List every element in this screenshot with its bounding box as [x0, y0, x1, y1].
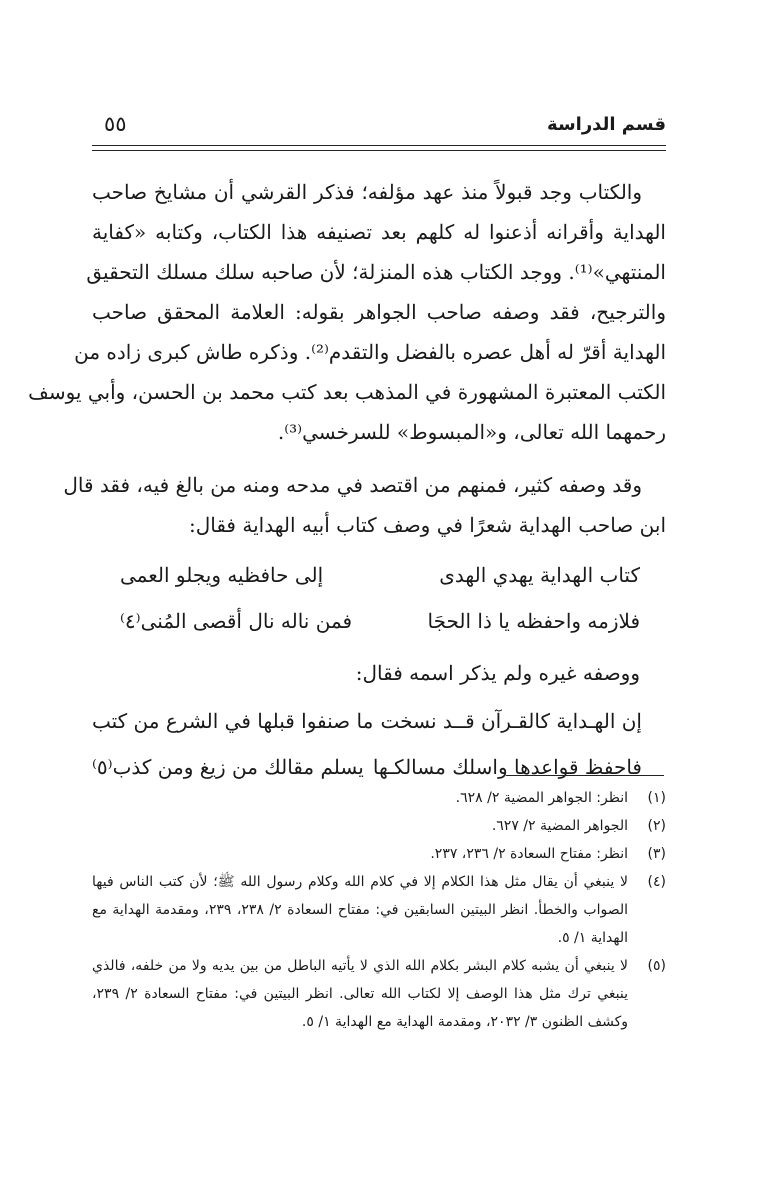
footnote-text: لا ينبغي أن يقال مثل هذا الكلام إلا في كلام الله وكلام رسول الله ﷺ؛ لأن كتب الناس فيها الصواب والخطأ. انظر البيتين السابقين في: مفتاح السعادة ٢/ ٢٣٨، ٢٣٩، ومقدمة الهداية مع الهداية ١/ ٥. [92, 874, 629, 946]
poem-verse [92, 703, 666, 749]
verse-first-hemistich: فاحفظ قواعدها واسلك مسالكـها [372, 755, 642, 779]
footnote-number: (١) [647, 790, 666, 806]
verse-first-hemistich: فلازمه واحفظه يا ذا الحجَا [427, 609, 640, 633]
text-line: ابن صاحب الهداية شعرًا في وصف كتاب أبيه الهداية فقال: [188, 513, 666, 537]
text-line: الكتب المعتبرة المشهورة في المذهب بعد كتب محمد بن الحسن، وأبي يوسف [28, 380, 666, 404]
verse-first-hemistich: إن الهـداية كالقـرآن قــد نسخت [380, 709, 642, 733]
poem-2 [92, 703, 666, 795]
footnote [92, 868, 666, 952]
footnotes [92, 784, 666, 1036]
footnote-text: انظر: مفتاح السعادة ٢/ ٢٣٦، ٢٣٧. [430, 846, 628, 862]
poem-verse [92, 557, 666, 603]
header-rule-thick [92, 145, 666, 146]
page-header [92, 112, 666, 142]
text-line: الهداية أقرّ له أهل عصره بالفضل والتقدم⁽²⁾. وذكره طاش كبرى زاده من [74, 340, 666, 364]
page-number: ٥٥ [104, 112, 127, 136]
footnote-number: (٤) [647, 874, 666, 890]
verse-second-hemistich: إلى حافظيه ويجلو العمى [120, 563, 324, 587]
footnote-text: لا ينبغي أن يشبه كلام البشر بكلام الله الذي لا يأتيه الباطل من بين يديه ولا من خلفه، فالذي ينبغي ترك مثل هذا الوصف إلا لكتاب الله تعالى. انظر البيتين في: مفتاح السعادة ٢/ ٢٣٩، وكشف الظنون ٣/ ٢٠٣٢، ومقدمة الهداية مع الهداية ١/ ٥. [92, 958, 628, 1030]
section-title: قسم الدراسة [547, 114, 666, 135]
text-line: وقد وصفه كثير، فمنهم من اقتصد في مدحه ومنه من بالغ فيه، فقد قال [63, 473, 642, 497]
text-line: والترجيح، فقد وصفه صاحب الجواهر بقوله: العلامة المحقق صاحب [92, 300, 666, 324]
poem-2-intro: ووصفه غيره ولم يذكر اسمه فقال: [355, 661, 640, 685]
verse-second-hemistich: فمن ناله نال أقصى المُنى⁽٤⁾ [120, 609, 353, 633]
text-line: الهداية وأقرانه أذعنوا له كلهم بعد تصنيفه هذا الكتاب، وكتابه «كفاية [92, 220, 666, 244]
footnote-text: انظر: الجواهر المضية ٢/ ٦٢٨. [455, 790, 628, 806]
text-line: والكتاب وجد قبولاً منذ عهد مؤلفه؛ فذكر القرشي أن مشايخ صاحب [92, 180, 642, 204]
verse-second-hemistich: ما صنفوا قبلها في الشرع من كتب [92, 709, 374, 733]
footnote-number: (٥) [647, 958, 666, 974]
footnote-number: (٢) [647, 818, 666, 834]
verse-first-hemistich: كتاب الهداية يهدي الهدى [439, 563, 640, 587]
footnote-number: (٣) [647, 846, 666, 862]
text-line: رحمهما الله تعالى، و«المبسوط» للسرخسي⁽³⁾. [277, 420, 666, 444]
poem-verse [92, 603, 666, 649]
footnote [92, 952, 666, 1036]
footnote [92, 840, 666, 868]
poem-1 [92, 557, 666, 649]
paragraph-2 [63, 465, 666, 545]
footnote [92, 784, 666, 812]
text-line: المنتهي»⁽¹⁾. ووجد الكتاب هذه المنزلة؛ لأن صاحبه سلك مسلك التحقيق [86, 260, 666, 284]
footnote [92, 812, 666, 840]
footnote-separator [506, 775, 664, 776]
verse-second-hemistich: يسلم مقالك من زيغ ومن كذب⁽٥⁾ [92, 755, 364, 779]
main-text [28, 172, 666, 795]
footnote-text: الجواهر المضية ٢/ ٦٢٧. [491, 818, 628, 834]
header-rule-thin [92, 150, 666, 151]
paragraph-1 [28, 172, 666, 452]
